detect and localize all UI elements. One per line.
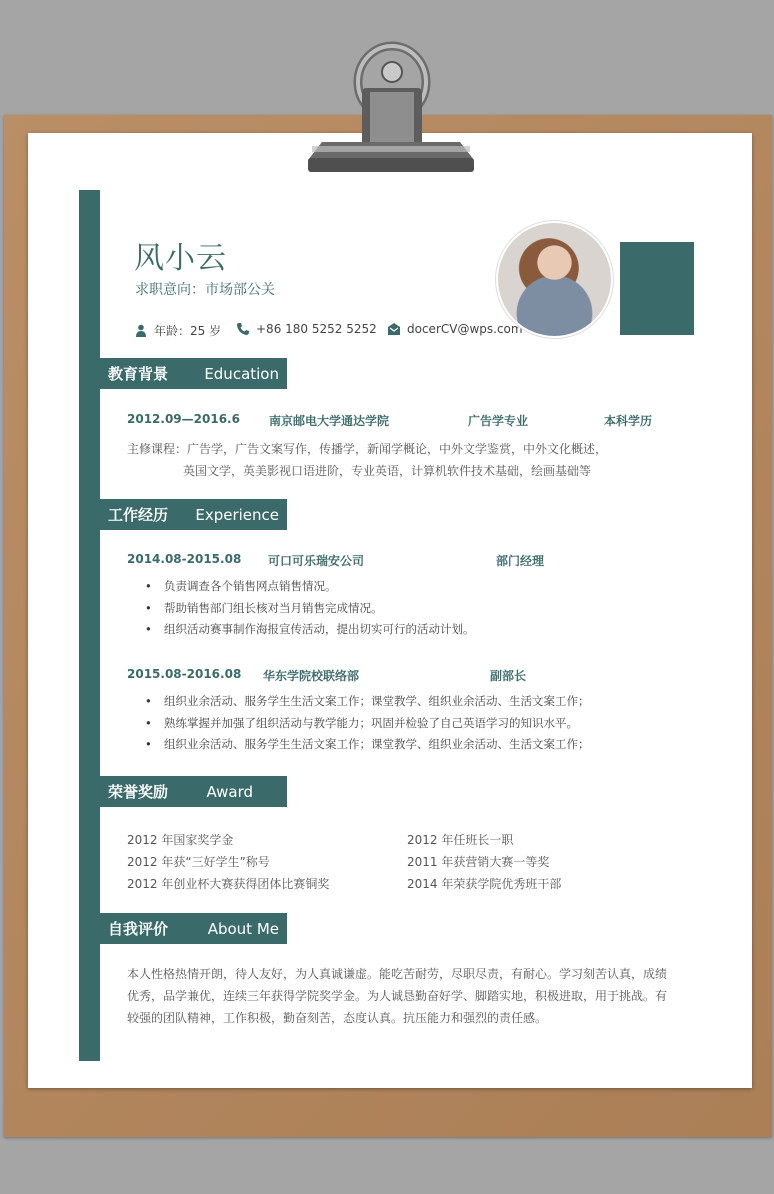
award-item: 2011 年获营销大赛一等奖 <box>407 855 550 869</box>
edu-courses-line2: 英国文学，英美影视口语进阶，专业英语，计算机软件技术基础，绘画基础等 <box>183 464 592 478</box>
email-info <box>387 322 523 336</box>
list-item: • 组织业余活动、服务学生生活文案工作；课堂教学、组织业余活动、生活文案工作； <box>145 691 590 713</box>
email-text: docerCV@wps.com <box>407 322 523 336</box>
award-item: 2012 年国家奖学金 <box>127 833 234 847</box>
section-about <box>100 913 287 944</box>
section-title-cn: 荣誉奖励 <box>108 783 169 801</box>
job-intent: 求职意向：市场部公关 <box>135 282 275 298</box>
age-info <box>134 322 221 339</box>
list-item: • 组织业余活动、服务学生生活文案工作；课堂教学、组织业余活动、生活文案工作； <box>145 734 590 756</box>
person-icon <box>134 324 148 338</box>
phone-text: +86 180 5252 5252 <box>256 322 377 336</box>
award-item: 2014 年荣获学院优秀班干部 <box>407 877 562 891</box>
award-item: 2012 年任班长一职 <box>407 833 514 847</box>
section-title-cn: 工作经历 <box>108 506 169 524</box>
section-title-en: Award <box>206 782 253 801</box>
job-duties <box>145 691 590 756</box>
job-duties <box>145 576 475 641</box>
job-period: 2014.08-2015.08 <box>127 552 242 566</box>
section-title-en: About Me <box>207 919 279 938</box>
award-item: 2012 年创业杯大赛获得团体比赛铜奖 <box>127 877 330 891</box>
phone-icon <box>236 322 250 336</box>
job-org: 可口可乐瑞安公司 <box>268 554 365 568</box>
job-role: 副部长 <box>490 669 527 683</box>
job-period: 2015.08-2016.08 <box>127 667 242 681</box>
about-text: 本人性格热情开朗，待人友好，为人真诚谦虚。能吃苦耐劳，尽职尽责，有耐心。学习刻苦认真，成绩优秀，品学兼优，连续三年获得学院奖学金。为人诚恳勤奋好学、脚踏实地，积极进取，用于挑战。有较强的团队精神，工作积极，勤奋刻苦，态度认真。抗压能力和强烈的责任感。 <box>127 967 668 1025</box>
decorative-square <box>620 242 694 335</box>
edu-period: 2012.09—2016.6 <box>127 412 240 426</box>
accent-bar <box>79 190 100 1061</box>
binder-clip-icon <box>300 22 480 182</box>
list-item: • 熟练掌握并加强了组织活动与教学能力；巩固并检验了自己英语学习的知识水平。 <box>145 713 590 735</box>
job-role: 部门经理 <box>496 554 545 568</box>
edu-school: 南京邮电大学通达学院 <box>269 414 390 428</box>
edu-major: 广告学专业 <box>468 414 529 428</box>
award-item: 2012 年获“三好学生”称号 <box>127 855 270 869</box>
age-text: 年龄：25 岁 <box>154 324 222 338</box>
list-item: • 组织活动赛事制作海报宣传活动，提出切实可行的活动计划。 <box>145 619 475 641</box>
list-item: • 帮助销售部门组长核对当月销售完成情况。 <box>145 598 475 620</box>
job-org: 华东学院校联络部 <box>263 669 360 683</box>
section-title-cn: 教育背景 <box>108 365 169 383</box>
section-title-en: Education <box>204 364 279 383</box>
edu-courses-line1: 主修课程：广告学，广告文案写作，传播学，新闻学概论，中外文学鉴赏，中外文化概述， <box>127 442 608 456</box>
edu-degree: 本科学历 <box>604 414 653 428</box>
list-item: • 负责调查各个销售网点销售情况。 <box>145 576 475 598</box>
section-title-cn: 自我评价 <box>108 920 169 938</box>
section-experience <box>100 499 287 530</box>
phone-info <box>236 322 377 336</box>
candidate-name: 风小云 <box>134 241 227 276</box>
section-award <box>100 776 287 807</box>
section-education <box>100 358 287 389</box>
section-title-en: Experience <box>195 505 279 524</box>
mail-icon <box>387 322 401 336</box>
avatar <box>496 221 613 338</box>
